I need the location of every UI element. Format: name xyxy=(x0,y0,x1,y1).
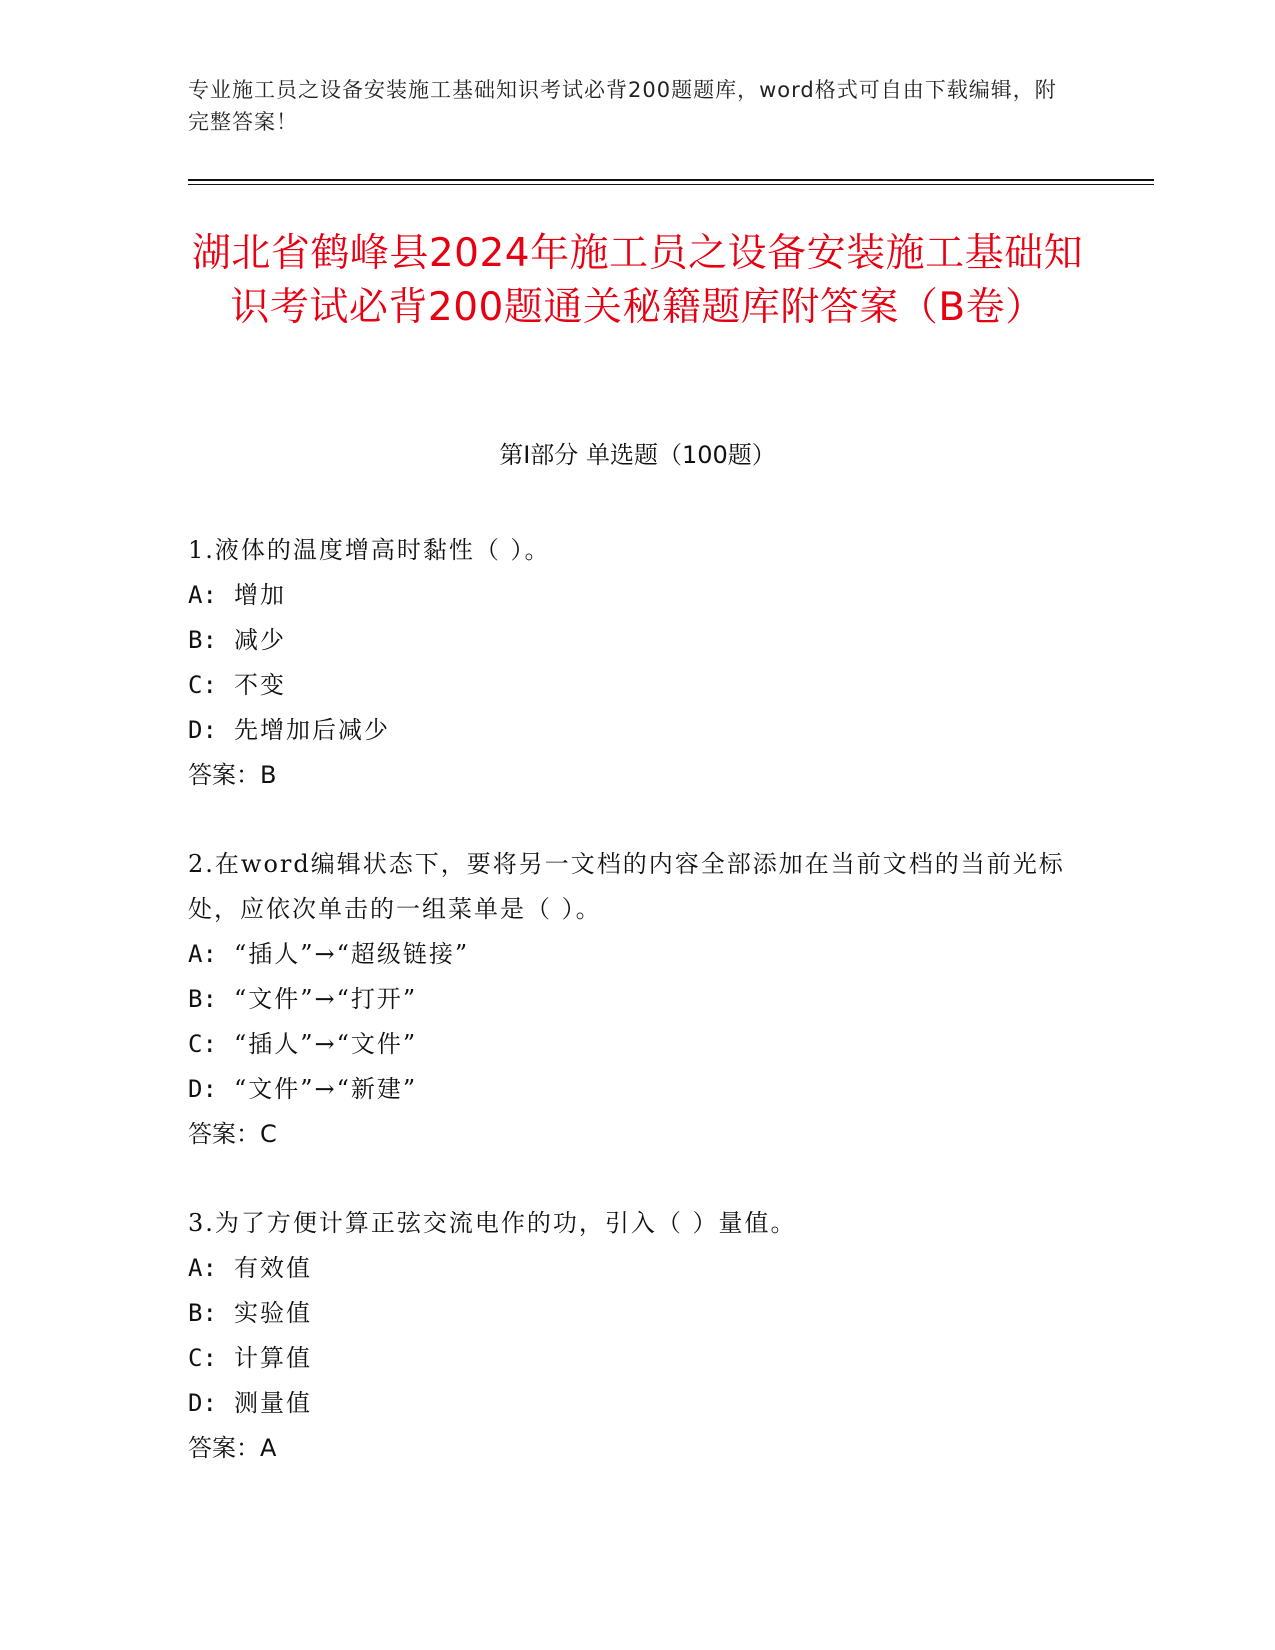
header-note: 专业施工员之设备安装施工基础知识考试必背200题题库，word格式可自由下载编辑，附完整答案！ xyxy=(188,78,1057,134)
option-text: “插人”→“超级链接” xyxy=(234,940,470,968)
option-text: 减少 xyxy=(234,626,286,654)
header-rule-thin xyxy=(188,184,1154,185)
option-b xyxy=(188,977,1088,1022)
option-letter: D: xyxy=(188,716,217,744)
option-letter: A: xyxy=(188,581,217,609)
option-text: 测量值 xyxy=(234,1389,312,1417)
option-letter: B: xyxy=(188,1299,217,1327)
option-c xyxy=(188,1022,1088,1067)
option-letter: C: xyxy=(188,1030,217,1058)
section-title: 第Ⅰ部分 单选题（100题） xyxy=(499,441,776,469)
option-letter: D: xyxy=(188,1075,217,1103)
option-b xyxy=(188,1291,1088,1336)
option-text: 计算值 xyxy=(234,1344,312,1372)
option-a xyxy=(188,932,1088,977)
option-text: 先增加后减少 xyxy=(234,716,390,744)
option-c xyxy=(188,663,1088,708)
question-stem: 3.为了方便计算正弦交流电作的功，引入（ ）量值。 xyxy=(188,1209,797,1237)
option-text: “文件”→“新建” xyxy=(234,1075,418,1103)
option-d xyxy=(188,1067,1088,1112)
option-a xyxy=(188,1246,1088,1291)
header-rule-thick xyxy=(188,179,1154,181)
answer: 答案：C xyxy=(188,1120,277,1148)
option-text: “插人”→“文件” xyxy=(234,1030,418,1058)
question-3 xyxy=(188,1201,1088,1471)
question-stem: 1.液体的温度增高时黏性（ ）。 xyxy=(188,536,551,564)
option-text: “文件”→“打开” xyxy=(234,985,418,1013)
option-c xyxy=(188,1336,1088,1381)
option-letter: A: xyxy=(188,940,217,968)
option-d xyxy=(188,1381,1088,1426)
option-b xyxy=(188,618,1088,663)
option-d xyxy=(188,708,1088,753)
option-letter: A: xyxy=(188,1254,217,1282)
option-letter: D: xyxy=(188,1389,217,1417)
question-list xyxy=(188,528,1088,1515)
option-letter: C: xyxy=(188,1344,217,1372)
option-text: 有效值 xyxy=(234,1254,312,1282)
option-a xyxy=(188,573,1088,618)
option-letter: B: xyxy=(188,626,217,654)
document-title: 湖北省鹤峰县2024年施工员之设备安装施工基础知识考试必背200题通关秘籍题库附答案（B卷） xyxy=(191,231,1084,330)
answer: 答案：A xyxy=(188,1434,277,1462)
option-text: 增加 xyxy=(234,581,286,609)
question-1 xyxy=(188,528,1088,798)
option-text: 不变 xyxy=(234,671,286,699)
option-text: 实验值 xyxy=(234,1299,312,1327)
option-letter: C: xyxy=(188,671,217,699)
question-2 xyxy=(188,842,1088,1157)
option-letter: B: xyxy=(188,985,217,1013)
answer: 答案：B xyxy=(188,761,277,789)
question-stem: 2.在word编辑状态下，要将另一文档的内容全部添加在当前文档的当前光标处，应依次单击的一组菜单是（ ）。 xyxy=(188,850,1065,923)
